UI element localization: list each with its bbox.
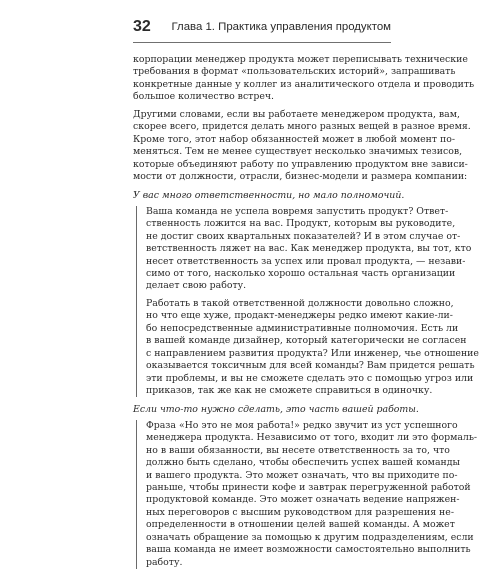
thesis-block-2 [136, 419, 478, 569]
text-line: Работать в такой ответственной должности довольно сложно, [146, 297, 454, 309]
paragraph-2 [133, 108, 471, 184]
running-header [133, 17, 391, 47]
text-line: ных переговоров с высшим руководством для разрешения не- [146, 506, 454, 518]
text-line: но что еще хуже, продакт-менеджеры редко имеют какие-ли- [146, 310, 453, 322]
text-line: которые объединяют работу по управлению продуктом вне зависи- [133, 158, 468, 170]
chapter-title: Глава 1. Практика управления продуктом [171, 21, 391, 33]
text-line: не достиг своих квартальных показателей? И в этом случае от- [146, 230, 461, 242]
text-line: эти проблемы, и вы не сможете сделать это с помощью угроз или [146, 372, 474, 384]
text-line: бо непосредственные административные полномочия. Есть ли [146, 322, 459, 334]
text-line: мости от должности, отрасли, бизнес-модели и размера компании: [133, 170, 468, 182]
text-line: большое количество встреч. [133, 91, 275, 103]
text-line: менеджера продукта. Независимо от того, входит ли это формаль- [146, 432, 478, 444]
text-line: ветственность ляжет на вас. Как менеджер продукта, вы тот, кто [146, 243, 472, 255]
text-line: Фраза «Но это не моя работа!» редко звучит из уст успешного [146, 419, 458, 431]
text-line: в вашей команде дизайнер, который категорически не согласен [146, 335, 467, 347]
text-line: Кроме того, этот набор обязанностей может в любой момент по- [133, 133, 456, 145]
text-line: Ваша команда не успела вовремя запустить продукт? Ответ- [146, 205, 449, 217]
thesis-1-paragraph-1 [146, 205, 472, 293]
body-text [133, 54, 479, 569]
text-line: продуктовой команде. Это может означать ведение напряжен- [146, 494, 460, 506]
header-rule [133, 42, 391, 43]
text-line: ваша команда не имеет возможности самостоятельно выполнить [146, 544, 471, 556]
text-line: определенности в отношении целей вашей команды. А может [146, 519, 455, 531]
page-number: 32 [133, 18, 151, 35]
text-line: скорее всего, придется делать много разных вещей в разное время. [133, 121, 471, 133]
text-line: означать обращение за помощью к другим подразделениям, если [146, 531, 474, 543]
text-line: Другими словами, если вы работаете менеджером продукта, вам, [133, 108, 460, 120]
text-line: приказов, так же как не сможете справиться в одиночку. [146, 384, 433, 396]
text-line: делает свою работу. [146, 280, 247, 292]
text-line: но в ваши обязанности, вы несете ответственность за то, что [146, 444, 450, 456]
text-line: с направлением развития продукта? Или инженер, чье отношение [146, 347, 479, 359]
text-line: меняться. Тем не менее существует несколько значимых тезисов, [133, 146, 463, 158]
text-line: оказывается токсичным для всей команды? Вам придется решать [146, 360, 475, 372]
text-line: раньше, чтобы принести кофе и завтрак перегруженной работой [146, 482, 471, 493]
text-line: работу. [146, 556, 183, 568]
text-line: симо от того, насколько хорошо остальная часть организации [146, 268, 456, 279]
text-line: должно быть сделано, чтобы обеспечить успех вашей команды [146, 457, 460, 469]
thesis-1-paragraph-2 [146, 297, 479, 398]
text-line: корпорации менеджер продукта может переписывать технические [133, 54, 468, 65]
text-line: конкретные данные у коллег из аналитического отдела и проводить [133, 78, 475, 90]
thesis-heading-1: У вас много ответственности, но мало полномочий. [133, 190, 405, 202]
text-line: ственность ложится на вас. Продукт, которым вы руководите, [146, 218, 456, 230]
thesis-2-paragraph-1 [146, 419, 478, 569]
paragraph-1 [133, 54, 475, 104]
text-line: требования в формат «пользовательских историй», запрашивать [133, 66, 456, 78]
thesis-heading-2: Если что-то нужно сделать, это часть вашей работы. [133, 404, 419, 416]
text-line: и вашего продукта. Это может означать, что вы приходите по- [146, 469, 458, 481]
thesis-block-1 [136, 205, 479, 398]
text-line: несет ответственность за успех или провал продукта, — незави- [146, 255, 466, 267]
